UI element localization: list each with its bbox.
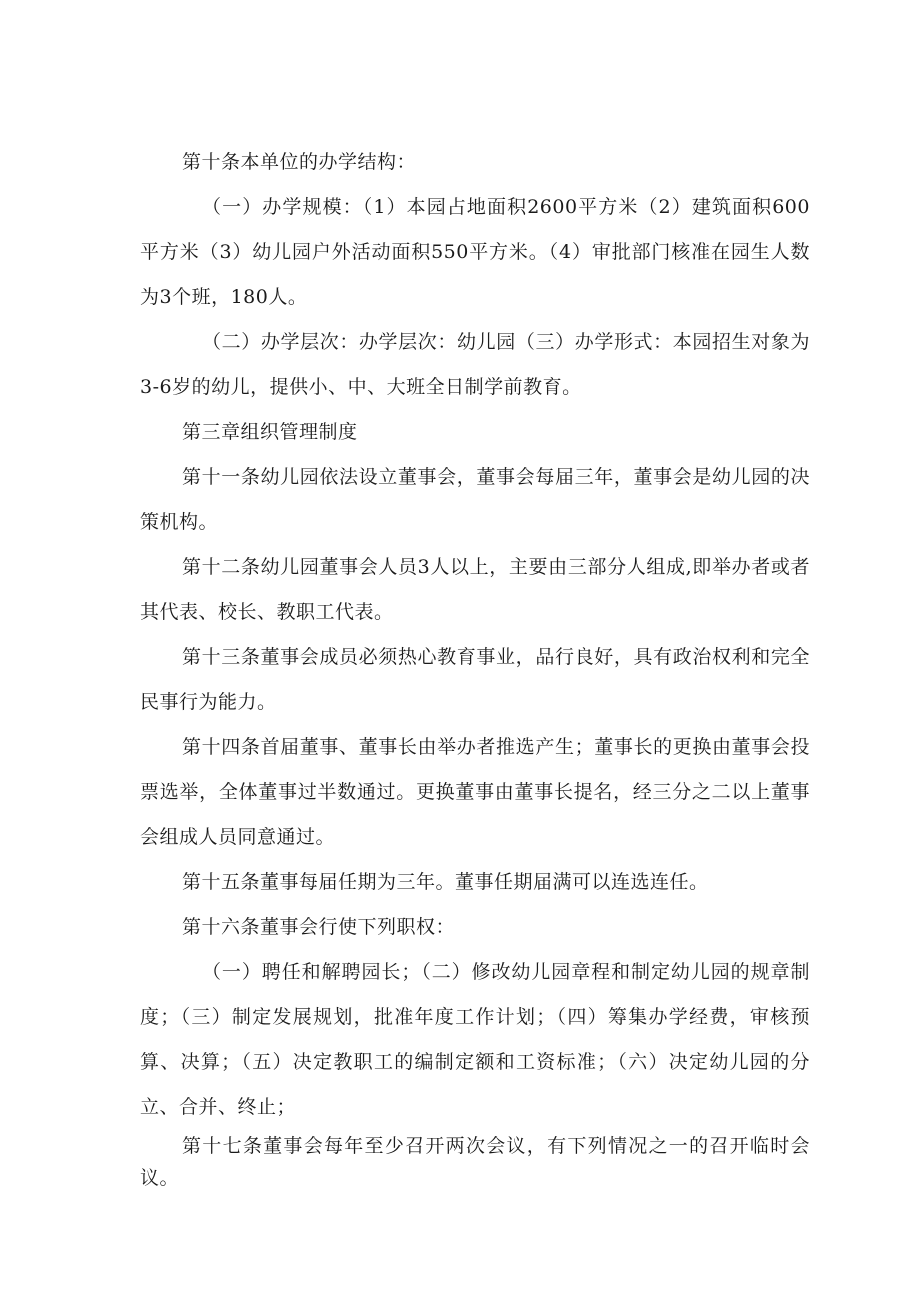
article-14-paragraph: 第十四条首届董事、董事长由举办者推选产生；董事长的更换由董事会投票选举，全体董事过半数通过。更换董事由董事长提名，经三分之二以上董事会组成人员同意通过。 (140, 736, 810, 848)
chapter-3-heading: 第三章组织管理制度 (182, 421, 358, 443)
document-body (140, 140, 810, 1194)
article-16-heading: 第十六条董事会行使下列职权： (182, 916, 456, 938)
article-13-paragraph: 第十三条董事会成员必须热心教育事业，品行良好，具有政治权利和完全民事行为能力。 (140, 646, 810, 713)
board-powers-paragraph: （一）聘任和解聘园长；（二）修改幼儿园章程和制定幼儿园的规章制度；（三）制定发展规划，批准年度工作计划；（四）筹集办学经费，审核预算、决算；（五）决定教职工的编制定额和工资标准；（六）决定幼儿园的分立、合并、终止； (140, 961, 810, 1118)
article-17-paragraph: 第十七条董事会每年至少召开两次会议，有下列情况之一的召开临时会议。 (140, 1135, 810, 1189)
article-15-paragraph: 第十五条董事每届任期为三年。董事任期届满可以连选连任。 (182, 871, 709, 893)
school-level-form-paragraph: （二）办学层次：办学层次：幼儿园（三）办学形式：本园招生对象为3-6岁的幼儿，提供小、中、大班全日制学前教育。 (140, 331, 810, 398)
school-scale-paragraph: （一）办学规模：（1）本园占地面积2600平方米（2）建筑面积600平方米（3）幼儿园户外活动面积550平方米。（4）审批部门核准在园生人数为3个班，180人。 (140, 196, 810, 308)
article-12-paragraph: 第十二条幼儿园董事会人员3人以上，主要由三部分人组成,即举办者或者其代表、校长、教职工代表。 (140, 556, 810, 623)
article-11-paragraph: 第十一条幼儿园依法设立董事会，董事会每届三年，董事会是幼儿园的决策机构。 (140, 466, 810, 533)
article-10-heading: 第十条本单位的办学结构： (182, 151, 417, 173)
